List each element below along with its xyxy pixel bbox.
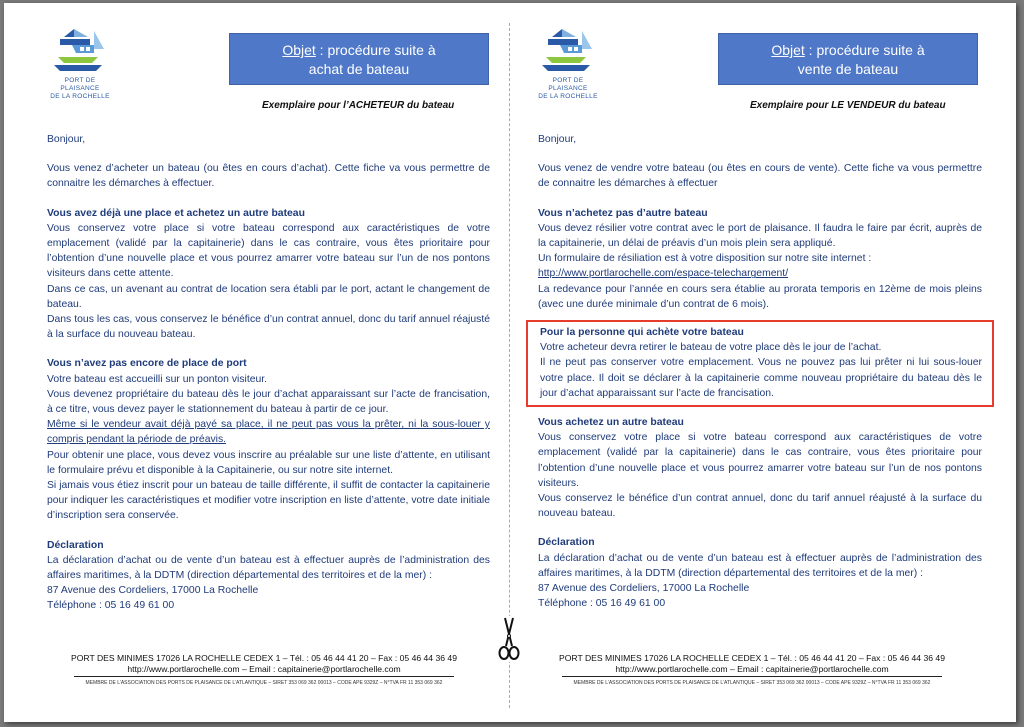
footer-web: http://www.portlarochelle.com – Email : capitainerie@portlarochelle.com: [615, 663, 889, 674]
seller-section1-p1: Vous devez résilier votre contrat avec le port de plaisance. Il faudra le faire par écrit, auprès de la capitainerie, un délai de préavis d’un mois plein sera appliqué.: [538, 222, 982, 250]
buyer-greeting: Bonjour,: [47, 134, 86, 145]
seller-section1-p3: La redevance pour l’année en cours sera établie au prorata temporis en 12ème de mois pleins (avec une durée minimale d’un contrat de 6 mois).: [538, 283, 982, 310]
seller-sheet: [510, 3, 1016, 722]
seller-greeting: Bonjour,: [538, 134, 577, 145]
buyer-declaration-phone: Téléphone : 05 16 49 61 00: [47, 600, 175, 612]
port-logo: [532, 27, 604, 100]
logo-line2: DE LA ROCHELLE: [50, 93, 110, 100]
document-page: [4, 3, 1016, 722]
buyer-section2-warning: Même si le vendeur avait déjà payé sa place, il ne peut pas vous la prêter, ni la sous-louer y compris pendant la période de préavis.: [47, 419, 490, 446]
buyer-section2-p1: Votre bateau est accueilli sur un ponton visiteur.: [47, 373, 268, 385]
seller-declaration-heading: Déclaration: [538, 537, 595, 549]
seller-declaration-phone: Téléphone : 05 16 49 61 00: [538, 598, 666, 610]
buyer-title-line1: [230, 41, 488, 60]
buyer-subtitle: Exemplaire pour l’ACHETEUR du bateau: [262, 100, 455, 111]
buyer-section2-heading: Vous n’avez pas encore de place de port: [47, 358, 247, 370]
buyer-declaration-text: La déclaration d’achat ou de vente d’un bateau est à effectuer auprès de l’administration des affaires maritimes, à la DDTM (direction départemental des territoires et de la mer) :: [47, 554, 490, 582]
seller-title-line1: [719, 41, 977, 60]
footer-legal: MEMBRE DE L’ASSOCIATION DES PORTS DE PLAISANCE DE L’ATLANTIQUE – SIRET 353 069 362 00013 – CODE APE 9329Z – N°TVA FR 11 353 069 362: [85, 680, 443, 686]
buyer-body: [47, 132, 490, 614]
buyer-section1-p3: Dans tous les cas, vous conservez le bénéfice d’un contrat annuel, donc du tarif annuel réajusté à la surface du nouveau bateau.: [47, 314, 490, 341]
logo-line1: PORT DE PLAISANCE: [60, 77, 100, 92]
seller-section1-p2: Un formulaire de résiliation est à votre disposition sur notre site internet :: [538, 253, 872, 265]
seller-section1-heading: Vous n’achetez pas d’autre bateau: [538, 207, 708, 219]
footer-legal: MEMBRE DE L’ASSOCIATION DES PORTS DE PLAISANCE DE L’ATLANTIQUE – SIRET 353 069 362 00013 – CODE APE 9329Z – N°TVA FR 11 353 069 362: [573, 680, 931, 686]
buyer-sheet: [4, 3, 510, 722]
seller-section3-p1: Vous conservez votre place si votre bateau correspond aux caractéristiques de votre emplacement (validé par la capitainerie) dans le cas contraire, vous êtes prioritaire pour l’obtention d’une nouvelle place et vous pourrez amarrer votre bateau sur l’un de nos pontons visiteurs.: [538, 432, 982, 489]
seller-declaration-address: 87 Avenue des Cordeliers, 17000 La Rochelle: [538, 583, 750, 595]
buyer-section1-heading: Vous avez déjà une place et achetez un autre bateau: [47, 207, 305, 219]
buyer-section1-p1: Vous conservez votre place si votre bateau correspond aux caractéristiques de votre emplacement (validé par la capitainerie) dans le cas contraire, vous êtes prioritaire pour l’obtention d’une nouvelle place et vous pourrez amarrer votre bateau sur l’un de nos pontons visiteurs dans cette attente.: [47, 222, 490, 280]
logo-text: [44, 77, 116, 101]
seller-box-heading: Pour la personne qui achète votre bateau: [540, 327, 744, 339]
footer-address: PORT DES MINIMES 17026 LA ROCHELLE CEDEX 1 – Tél. : 05 46 44 41 20 – Fax : 05 46 44 36 49: [559, 653, 945, 663]
buyer-declaration-heading: Déclaration: [47, 539, 104, 551]
buyer-footer: [34, 653, 494, 687]
buyer-title-rest: : procédure suite à: [315, 42, 436, 58]
port-logo: [44, 27, 116, 100]
footer-web: http://www.portlarochelle.com – Email : capitainerie@portlarochelle.com: [127, 663, 401, 674]
seller-declaration-text: La déclaration d’achat ou de vente d’un bateau est à effectuer auprès de l’administration des affaires maritimes, à la DDTM (direction départemental des territoires et de la mer) :: [538, 552, 982, 579]
buyer-title-box: [229, 33, 489, 85]
seller-box-p2: Il ne peut pas conserver votre emplacement. Vous ne pouvez pas lui prêter ni lui sous-louer votre place. Il doit se déclarer à la capitainerie comme nouveau propriétaire du bateau dès le jour d’achat apparaissant sur l’acte de francisation.: [540, 357, 982, 399]
seller-title-box: [718, 33, 978, 85]
port-logo-icon: [538, 27, 600, 75]
port-logo-icon: [50, 27, 112, 75]
seller-title-obj: Objet: [771, 42, 805, 58]
seller-title-rest: : procédure suite à: [804, 42, 925, 58]
seller-download-link[interactable]: http://www.portlarochelle.com/espace-telechargement/: [538, 268, 789, 280]
buyer-declaration-address: 87 Avenue des Cordeliers, 17000 La Rochelle: [47, 585, 259, 597]
buyer-title-obj: Objet: [282, 42, 316, 58]
footer-address: PORT DES MINIMES 17026 LA ROCHELLE CEDEX 1 – Tél. : 05 46 44 41 20 – Fax : 05 46 44 36 49: [71, 653, 457, 663]
highlight-box: [526, 320, 994, 407]
buyer-section2-p4: Si jamais vous étiez inscrit pour un bateau de taille différente, il suffit de contacter la capitainerie pour indiquer les caractéristiques et modifier votre inscription en liste d’attente, votre date initiale d’inscription sera conservée.: [47, 480, 490, 522]
buyer-intro: Vous venez d’acheter un bateau (ou êtes en cours d’achat). Cette fiche va vous permettre de connaitre les démarches à effectuer.: [47, 163, 490, 190]
logo-line1: PORT DE PLAISANCE: [548, 77, 588, 92]
seller-box-p1: Votre acheteur devra retirer le bateau de votre place dès le jour de l’achat.: [540, 342, 882, 354]
seller-body: [538, 132, 982, 611]
logo-text: [532, 77, 604, 101]
buyer-section2-p3: Pour obtenir une place, vous devez vous inscrire au préalable sur une liste d’attente, en utilisant le formulaire prévu et disponible à la Capitainerie, ou sur notre site internet.: [47, 449, 490, 476]
seller-section3-heading: Vous achetez un autre bateau: [538, 417, 684, 429]
seller-title-line2: vente de bateau: [797, 61, 899, 77]
seller-section3-p2: Vous conservez le bénéfice d’un contrat annuel, donc du tarif annuel réajusté à la surface du nouveau bateau.: [538, 493, 982, 520]
buyer-section1-p2: Dans ce cas, un avenant au contrat de location sera établi par le port, actant le changement de bateau.: [47, 283, 490, 310]
seller-footer: [522, 653, 982, 687]
buyer-section2-p2: Vous devenez propriétaire du bateau dès le jour d’achat apparaissant sur l’acte de francisation, à ce titre, vous devez payer le stationnement du bateau à partir de ce jour.: [47, 388, 490, 416]
buyer-title-line2: achat de bateau: [308, 61, 410, 77]
seller-intro: Vous venez de vendre votre bateau (ou êtes en cours de vente). Cette fiche va vous permettre de connaitre les démarches à effectuer: [538, 163, 982, 190]
logo-line2: DE LA ROCHELLE: [538, 93, 598, 100]
seller-subtitle: Exemplaire pour LE VENDEUR du bateau: [750, 100, 946, 111]
